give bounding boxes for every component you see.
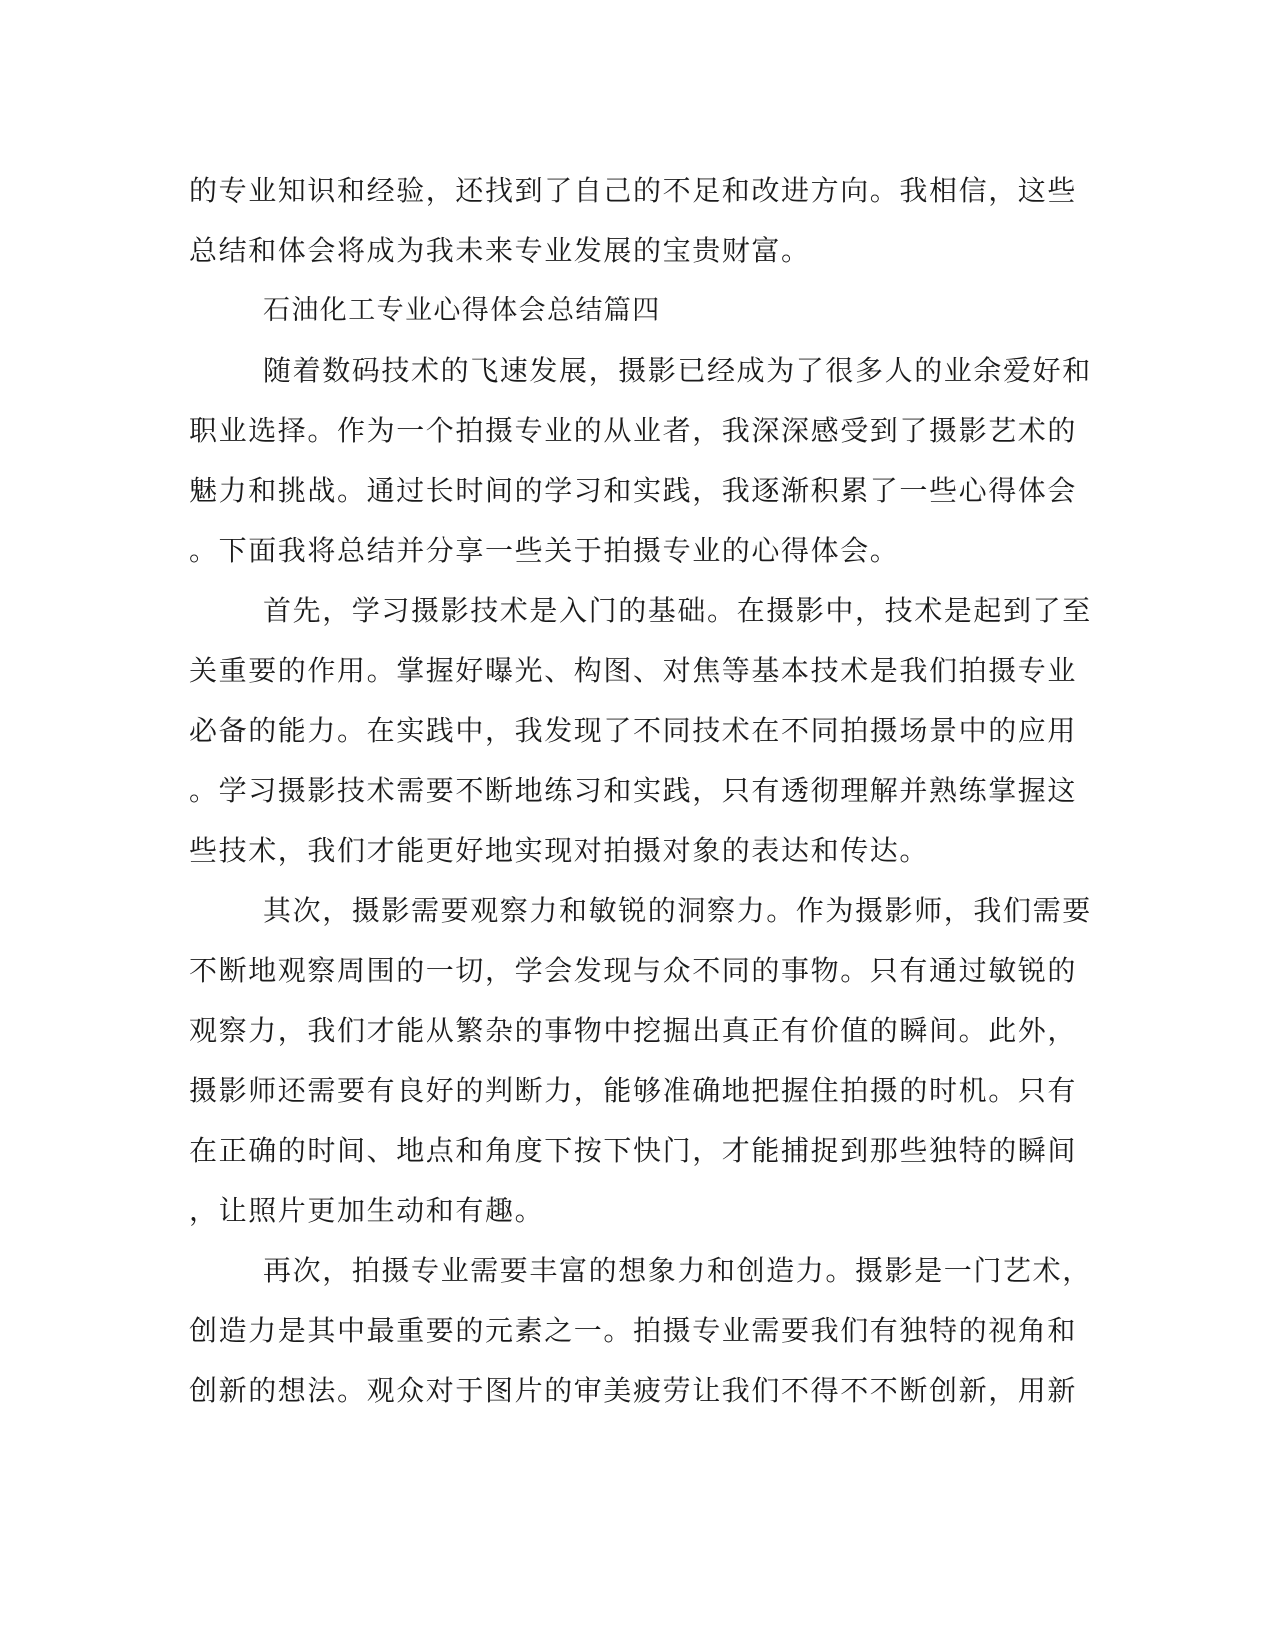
text-line: 。下面我将总结并分享一些关于拍摄专业的心得体会。 xyxy=(189,534,900,567)
text-line: 创造力是其中最重要的元素之一。拍摄专业需要我们有独特的视角和 xyxy=(189,1314,1078,1347)
text-line: 。学习摄影技术需要不断地练习和实践，只有透彻理解并熟练掌握这 xyxy=(189,774,1078,807)
text-line: ，让照片更加生动和有趣。 xyxy=(189,1194,545,1227)
text-line: 些技术，我们才能更好地实现对拍摄对象的表达和传达。 xyxy=(189,834,930,867)
document-body xyxy=(189,161,1092,1421)
text-line: 其次，摄影需要观察力和敏锐的洞察力。作为摄影师，我们需要 xyxy=(263,894,1092,927)
text-line: 职业选择。作为一个拍摄专业的从业者，我深深感受到了摄影艺术的 xyxy=(189,414,1078,447)
text-line: 魅力和挑战。通过长时间的学习和实践，我逐渐积累了一些心得体会 xyxy=(189,474,1078,507)
text-line: 首先，学习摄影技术是入门的基础。在摄影中，技术是起到了至 xyxy=(263,594,1092,627)
text-line: 摄影师还需要有良好的判断力，能够准确地把握住拍摄的时机。只有 xyxy=(189,1074,1078,1107)
text-line: 在正确的时间、地点和角度下按下快门，才能捕捉到那些独特的瞬间 xyxy=(189,1134,1078,1167)
text-line: 的专业知识和经验，还找到了自己的不足和改进方向。我相信，这些 xyxy=(189,174,1078,207)
text-line: 关重要的作用。掌握好曝光、构图、对焦等基本技术是我们拍摄专业 xyxy=(189,654,1078,687)
text-line: 再次，拍摄专业需要丰富的想象力和创造力。摄影是一门艺术， xyxy=(263,1254,1092,1287)
text-line: 随着数码技术的飞速发展，摄影已经成为了很多人的业余爱好和 xyxy=(263,354,1092,387)
text-line: 创新的想法。观众对于图片的审美疲劳让我们不得不不断创新，用新 xyxy=(189,1374,1078,1407)
text-line: 总结和体会将成为我未来专业发展的宝贵财富。 xyxy=(189,234,811,267)
text-line: 必备的能力。在实践中，我发现了不同技术在不同拍摄场景中的应用 xyxy=(189,714,1078,747)
section-heading: 石油化工专业心得体会总结篇四 xyxy=(263,295,661,326)
text-line: 不断地观察周围的一切，学会发现与众不同的事物。只有通过敏锐的 xyxy=(189,954,1078,987)
text-line: 观察力，我们才能从繁杂的事物中挖掘出真正有价值的瞬间。此外， xyxy=(189,1014,1078,1047)
